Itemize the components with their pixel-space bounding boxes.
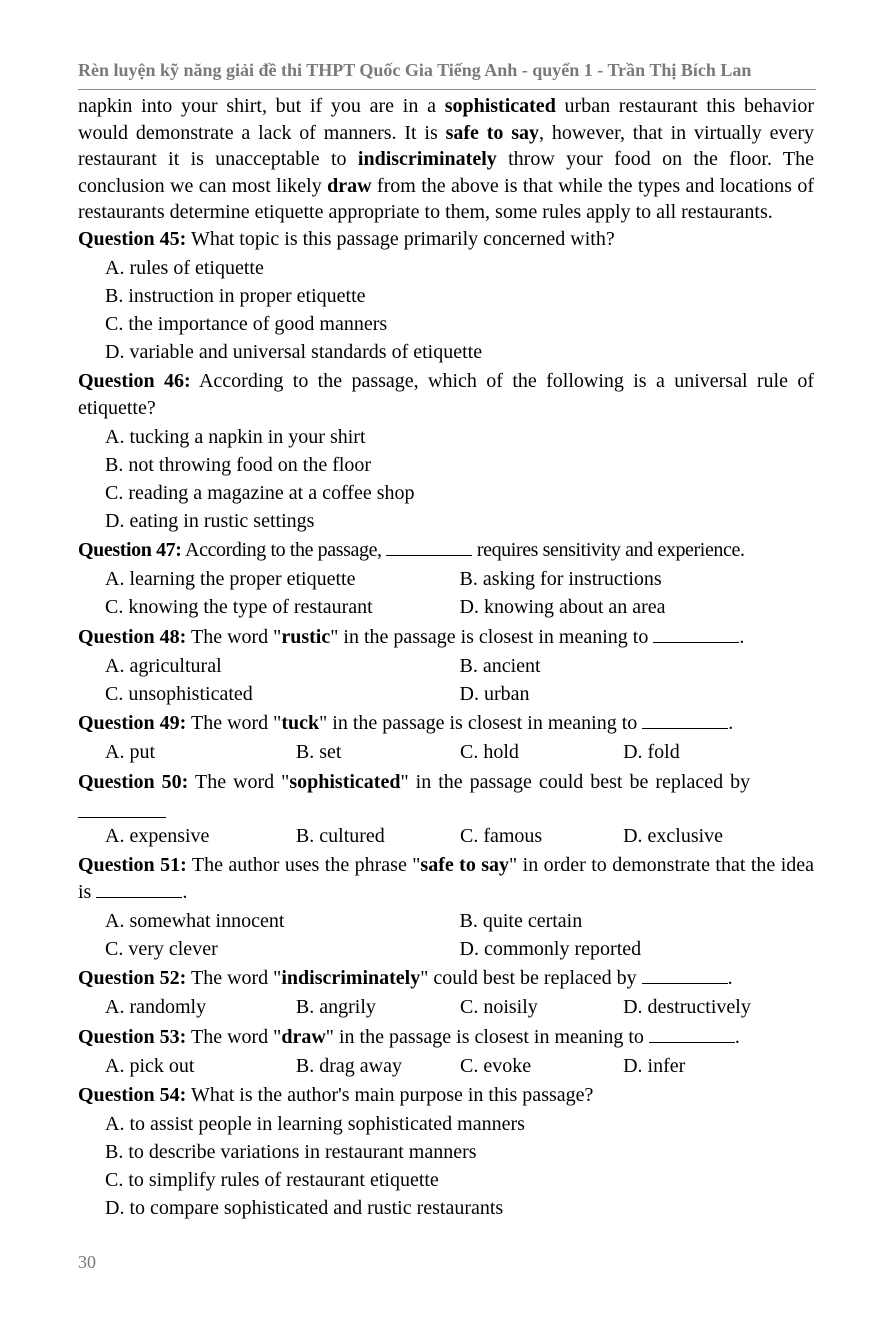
question-text: The author uses the phrase " xyxy=(186,854,421,876)
answer-blank xyxy=(96,879,182,898)
question-label: Question 53: xyxy=(78,1025,187,1048)
question-end: . xyxy=(739,625,745,648)
option-b: B. set xyxy=(295,741,342,764)
question-text: The word " xyxy=(186,967,282,989)
option-d: D. knowing about an area xyxy=(459,596,666,619)
question-text: The word " xyxy=(186,712,282,734)
answer-blank xyxy=(642,965,728,984)
option-a: A. rules of etiquette xyxy=(105,256,264,279)
option-c: C. unsophisticated xyxy=(105,682,253,705)
option-c: C. very clever xyxy=(105,937,218,960)
answer-options xyxy=(105,1052,814,1080)
question-text: What is the author's main purpose in this passage? xyxy=(186,1084,594,1106)
answer-options xyxy=(105,739,814,767)
question-stem xyxy=(78,1024,814,1051)
question-end: . xyxy=(734,1025,740,1048)
answer-options xyxy=(105,566,814,622)
question-stem xyxy=(78,368,814,421)
option-b: B. not throwing food on the floor xyxy=(105,453,372,476)
option-d: D. to compare sophisticated and rustic restaurants xyxy=(105,1197,504,1220)
question-text: " in the passage is closest in meaning to xyxy=(325,1025,649,1048)
question-stem xyxy=(78,537,814,564)
option-b: B. cultured xyxy=(295,824,385,847)
question-45 xyxy=(78,226,814,367)
page-content xyxy=(78,93,814,1225)
header-divider xyxy=(78,89,816,90)
question-text: The word " xyxy=(186,1025,282,1048)
question-label: Question 52: xyxy=(78,967,187,989)
question-end: . xyxy=(728,712,734,734)
answer-blank xyxy=(386,537,472,556)
question-keyword: tuck xyxy=(281,712,320,734)
question-stem xyxy=(78,710,814,737)
question-label: Question 49: xyxy=(78,712,187,734)
passage-text: , however, that in virtually every restaurant it is unacceptable to xyxy=(78,121,815,170)
question-46 xyxy=(78,368,814,535)
answer-options xyxy=(105,994,814,1022)
option-a: A. expensive xyxy=(105,824,210,847)
question-end: . xyxy=(727,967,733,989)
question-label: Question 51: xyxy=(78,854,187,876)
question-keyword: sophisticated xyxy=(289,770,401,793)
answer-options xyxy=(105,254,814,366)
question-52 xyxy=(78,965,814,1022)
option-b: B. instruction in proper etiquette xyxy=(105,284,366,307)
question-stem xyxy=(78,226,814,253)
question-text: According to the passage, which of the following is a universal rule of etiquette? xyxy=(78,370,815,419)
option-a: A. randomly xyxy=(105,996,207,1019)
question-50 xyxy=(78,769,814,851)
running-header: Rèn luyện kỹ năng giải đề thi THPT Quốc Gia Tiếng Anh - quyển 1 - Trần Thị Bích Lan xyxy=(78,60,752,80)
option-c: C. famous xyxy=(459,824,543,847)
question-text: " in the passage is closest in meaning to xyxy=(319,712,643,734)
question-47 xyxy=(78,537,814,622)
question-label: Question 47: xyxy=(78,539,182,561)
question-48 xyxy=(78,624,814,709)
question-text: requires sensitivity and experience. xyxy=(472,539,745,561)
passage-keyword: safe to say xyxy=(445,121,540,144)
question-text: What topic is this passage primarily concerned with? xyxy=(186,227,615,250)
answer-options xyxy=(105,423,814,535)
question-keyword: draw xyxy=(281,1025,326,1048)
option-c: C. evoke xyxy=(459,1054,532,1077)
question-stem xyxy=(78,965,814,992)
question-text: According to the passage, xyxy=(181,539,387,561)
question-54 xyxy=(78,1082,814,1223)
option-d: D. fold xyxy=(623,741,680,764)
answer-options xyxy=(105,652,814,708)
option-b: B. drag away xyxy=(295,1054,402,1077)
answer-options xyxy=(105,1111,814,1223)
question-text: The word " xyxy=(186,625,282,648)
question-text: " in order to demonstrate that the idea is xyxy=(78,854,815,903)
option-a: A. to assist people in learning sophisticated manners xyxy=(105,1113,525,1136)
option-c: C. to simplify rules of restaurant etiquette xyxy=(105,1169,439,1192)
question-keyword: indiscriminately xyxy=(281,967,421,989)
passage-keyword: indiscriminately xyxy=(357,148,497,170)
passage-text: urban restaurant this behavior would demonstrate a lack of manners. It is xyxy=(78,95,814,144)
question-label: Question 45: xyxy=(78,227,187,250)
option-b: B. to describe variations in restaurant manners xyxy=(105,1141,477,1164)
option-a: A. agricultural xyxy=(105,654,222,677)
question-53 xyxy=(78,1024,814,1081)
answer-blank xyxy=(78,795,166,818)
question-label: Question 46: xyxy=(78,370,191,392)
question-stem xyxy=(78,769,814,796)
option-a: A. somewhat innocent xyxy=(105,909,285,932)
question-end: . xyxy=(182,880,188,903)
question-text: The word " xyxy=(188,770,290,793)
question-stem xyxy=(78,624,814,651)
question-label: Question 54: xyxy=(78,1084,187,1106)
option-a: A. put xyxy=(105,741,155,764)
option-c: C. reading a magazine at a coffee shop xyxy=(105,481,415,504)
answer-blank xyxy=(649,1024,735,1043)
passage-text: from the above is that while the types and locations of restaurants determine etiquette appropriate to them, some rules apply to all restaurants. xyxy=(78,174,814,223)
answer-options xyxy=(105,907,814,963)
question-51 xyxy=(78,852,814,963)
option-b: B. ancient xyxy=(459,654,541,677)
answer-options xyxy=(105,822,814,850)
question-stem xyxy=(78,1082,814,1109)
option-b: B. quite certain xyxy=(459,909,583,932)
question-label: Question 50: xyxy=(78,770,189,793)
option-d: D. urban xyxy=(459,682,530,705)
question-49 xyxy=(78,710,814,767)
option-c: C. hold xyxy=(459,741,519,764)
question-text: " in the passage is closest in meaning to xyxy=(330,625,654,648)
option-d: D. eating in rustic settings xyxy=(105,509,315,532)
option-a: A. tucking a napkin in your shirt xyxy=(105,425,366,448)
question-keyword: safe to say xyxy=(420,854,510,876)
passage-text: napkin into your shirt, but if you are in a xyxy=(78,95,445,117)
answer-blank xyxy=(642,710,728,729)
reading-passage xyxy=(78,93,814,226)
passage-text: throw your food on the floor. The conclusion we can most likely xyxy=(78,148,815,197)
option-c: C. noisily xyxy=(459,996,538,1019)
page-number: 30 xyxy=(78,1252,96,1272)
passage-paragraph xyxy=(78,93,814,226)
question-text: " could best be replaced by xyxy=(420,967,642,989)
question-stem xyxy=(78,852,814,905)
option-c: C. knowing the type of restaurant xyxy=(105,596,373,619)
option-d: D. infer xyxy=(623,1054,686,1077)
question-text: " in the passage could best be replaced by xyxy=(400,770,751,793)
question-label: Question 48: xyxy=(78,625,187,648)
option-a: A. learning the proper etiquette xyxy=(105,568,356,591)
option-c: C. the importance of good manners xyxy=(105,312,388,335)
question-keyword: rustic xyxy=(281,625,331,648)
answer-blank xyxy=(653,624,739,643)
option-a: A. pick out xyxy=(105,1054,195,1077)
option-b: B. angrily xyxy=(295,996,376,1019)
passage-keyword: draw xyxy=(327,174,372,197)
option-d: D. destructively xyxy=(623,996,751,1019)
option-d: D. variable and universal standards of etiquette xyxy=(105,340,483,363)
option-d: D. commonly reported xyxy=(459,937,642,960)
option-d: D. exclusive xyxy=(623,824,724,847)
passage-keyword: sophisticated xyxy=(444,95,556,117)
option-b: B. asking for instructions xyxy=(459,568,662,591)
